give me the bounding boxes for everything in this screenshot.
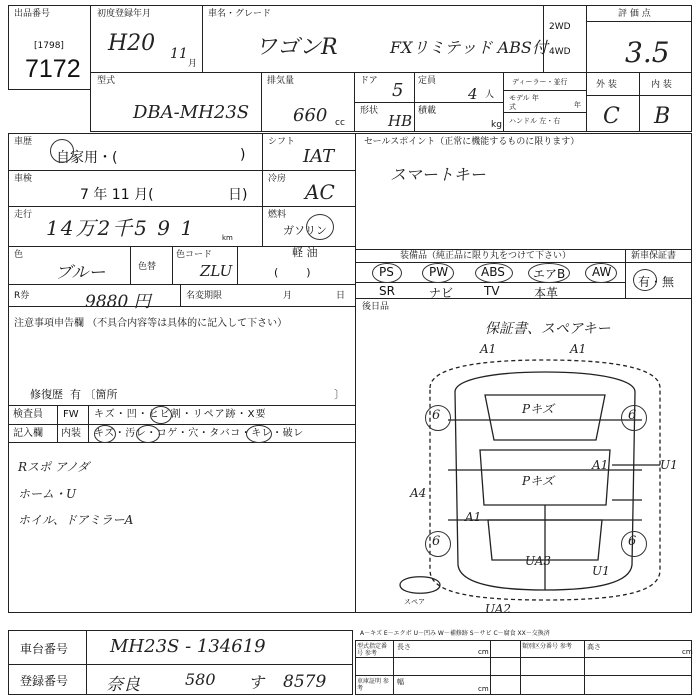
color-code-value: ZLU bbox=[200, 262, 233, 280]
reg-year-label: 初度登録年月 bbox=[97, 9, 152, 19]
interior-entry-label: 内装 bbox=[61, 428, 81, 439]
fuel-label: 燃料 bbox=[268, 210, 287, 220]
equip-navi: ナビ bbox=[429, 286, 454, 300]
color-change-label: 色替 bbox=[138, 262, 157, 272]
mark-roof: Pキズ bbox=[522, 402, 554, 416]
mark-a1-left-door: A1 bbox=[465, 510, 482, 524]
sales-label: セールスポイント（正常に機能するものに限ります） bbox=[364, 137, 580, 147]
capacity-value: 4 bbox=[468, 85, 478, 103]
legend: A－キズ E－エクボ U－凹み W－補修跡 S－サビ C－腐食 XX－交換済 bbox=[360, 630, 550, 637]
fuel-paren: ( ) bbox=[274, 266, 311, 279]
fw-items: キズ・凹・ヒビ割・リペア跡・X要 bbox=[94, 409, 267, 420]
mileage-label: 走行 bbox=[14, 210, 33, 220]
cm-3: cm bbox=[478, 685, 489, 693]
fw-label: FW bbox=[63, 409, 79, 420]
fuel-diesel: 軽 油 bbox=[292, 246, 318, 259]
color-label: 色 bbox=[14, 250, 24, 260]
shift-value: IAT bbox=[303, 146, 335, 167]
model-cert-label: 型式指定番号 参考 bbox=[357, 643, 388, 657]
mark-ua2: UA2 bbox=[485, 602, 512, 616]
color-value: ブルー bbox=[55, 263, 106, 283]
mark-wheel-fr: 6 bbox=[628, 408, 637, 423]
equip-abs: ABS bbox=[481, 265, 505, 279]
mark-ua3: UA3 bbox=[525, 554, 552, 568]
mark-a4: A4 bbox=[410, 486, 427, 500]
notes-label: 注意事項申告欄 （不具合内容等は具体的に記入して下さい） bbox=[14, 318, 288, 329]
year-unit: 年 bbox=[574, 101, 581, 109]
cm-2: cm bbox=[682, 648, 693, 656]
chassis-label: 車台番号 bbox=[20, 642, 69, 656]
capacity-unit: 人 bbox=[485, 90, 495, 100]
inspector-label: 検査員 bbox=[13, 409, 43, 420]
lot-label: 出品番号 bbox=[14, 9, 51, 19]
equip-airbag: エアB bbox=[533, 267, 566, 281]
repair-close: 〕 bbox=[334, 388, 345, 401]
title-change-label: 名変期限 bbox=[186, 291, 223, 301]
reg-month-value: 11 bbox=[170, 46, 188, 62]
exterior-label: 外 装 bbox=[596, 80, 617, 90]
mark-wheel-rr: 6 bbox=[628, 534, 637, 549]
note-line-1: Rスポ アノダ bbox=[18, 460, 90, 474]
equip-aw: AW bbox=[592, 265, 612, 279]
note-line-3: ホイル、ドアミラーA bbox=[18, 513, 134, 527]
displacement-value: 660 bbox=[293, 105, 328, 126]
rear-value: 保証書、スペアキー bbox=[485, 321, 611, 337]
sales-value: スマートキー bbox=[390, 165, 486, 184]
height-label: 高さ bbox=[587, 643, 601, 651]
cc-unit: cc bbox=[335, 118, 345, 128]
mark-a1-right-door: A1 bbox=[592, 458, 609, 472]
mark-a1-front-left: A1 bbox=[480, 342, 497, 356]
plate-kana: す bbox=[248, 673, 265, 692]
interior-items: キズ・汚レ・コゲ・穴・タバコ・キレ・破レ bbox=[94, 428, 304, 439]
load-label: 積載 bbox=[418, 106, 437, 116]
inspection-day: 日) bbox=[228, 187, 248, 203]
rear-label: 後日品 bbox=[362, 302, 390, 312]
door-label: ドア bbox=[360, 76, 378, 86]
score-value: 3.5 bbox=[625, 36, 670, 69]
door-value: 5 bbox=[392, 80, 404, 101]
equip-tv: TV bbox=[484, 284, 500, 298]
plate-number: 8579 bbox=[283, 672, 327, 692]
car-name: ワゴンR bbox=[255, 35, 338, 60]
spare-label: スペア bbox=[404, 598, 425, 606]
history-label: 車歴 bbox=[14, 137, 33, 147]
drive-4wd: 4WD bbox=[549, 47, 571, 57]
entry-label: 記入欄 bbox=[13, 428, 43, 439]
mark-wheel-fl: 6 bbox=[432, 408, 441, 423]
score-label: 評 価 点 bbox=[618, 9, 651, 19]
equip-leather: 本革 bbox=[534, 286, 559, 300]
month-unit: 月 bbox=[188, 59, 198, 69]
plate-region: 奈良 bbox=[106, 675, 140, 695]
color-code-label: 色コード bbox=[176, 250, 213, 260]
title-change-month: 月 bbox=[283, 291, 293, 301]
name-grade-label: 車名・グレード bbox=[208, 9, 272, 19]
model-value: DBA-MH23S bbox=[133, 102, 250, 123]
cooler-label: 冷房 bbox=[268, 174, 287, 184]
body-label: 形状 bbox=[360, 106, 379, 116]
drive-2wd: 2WD bbox=[549, 22, 571, 32]
lot-sub: [1798] bbox=[34, 41, 64, 51]
equip-sr: SR bbox=[379, 284, 395, 298]
plate-label: 登録番号 bbox=[20, 674, 69, 688]
grade: FXリミテッド ABS付 bbox=[390, 38, 548, 57]
mark-roof-2: Pキズ bbox=[522, 474, 554, 488]
inspection-label: 車検 bbox=[14, 174, 33, 184]
exterior-value: C bbox=[603, 104, 620, 129]
mark-a1-front-right: A1 bbox=[570, 342, 587, 356]
handle-label: ハンドル 左・右 bbox=[509, 117, 561, 125]
equip-ps: PS bbox=[379, 265, 394, 279]
body-value: HB bbox=[388, 112, 413, 130]
length-label: 長さ bbox=[397, 643, 411, 651]
lot-number: 7172 bbox=[25, 55, 81, 83]
fuel-gas: ガソリン bbox=[283, 224, 327, 237]
warranty-value: 有・無 bbox=[638, 275, 675, 289]
new-warranty-label: 新車保証書 bbox=[631, 251, 677, 261]
equip-pw: PW bbox=[429, 265, 449, 279]
recycle-value: 9880 円 bbox=[85, 292, 151, 312]
chassis-value: MH23S - 134619 bbox=[110, 636, 266, 657]
displacement-label: 排気量 bbox=[267, 76, 295, 86]
title-change-day: 日 bbox=[336, 291, 346, 301]
mark-wheel-rl: 6 bbox=[432, 534, 441, 549]
width-label: 幅 bbox=[397, 678, 404, 686]
plate-cert-label: 車庫証明 参考 bbox=[357, 678, 389, 692]
kg-unit: kg bbox=[491, 120, 502, 130]
repair-label: 修復歴 有 〔箇所 bbox=[30, 388, 118, 401]
mark-u1-right: U1 bbox=[660, 458, 678, 472]
shift-label: シフト bbox=[268, 137, 296, 147]
mark-u1-rear-right: U1 bbox=[592, 564, 610, 578]
interior-value: B bbox=[654, 104, 671, 129]
interior-label: 内 装 bbox=[651, 80, 672, 90]
class-label: 類別区分番号 参考 bbox=[522, 643, 572, 650]
model-label: 型式 bbox=[97, 76, 116, 86]
mileage-value: 14万2千5 9 1 bbox=[46, 216, 196, 240]
plate-class: 580 bbox=[185, 670, 216, 689]
capacity-label: 定員 bbox=[418, 76, 437, 86]
cooler-value: AC bbox=[305, 180, 335, 204]
dealer-label: ディーラー・並行 bbox=[512, 78, 568, 86]
reg-year-value: H20 bbox=[108, 31, 156, 56]
km-unit: km bbox=[222, 234, 233, 242]
equipment-label: 装備品（純正品に限り丸をつけて下さい） bbox=[400, 251, 572, 261]
history-close: ) bbox=[240, 147, 246, 163]
inspection-value: 7 年 11 月( bbox=[80, 187, 154, 203]
history-value: 自家用・( bbox=[56, 150, 118, 166]
model-year-label: モデル 年式 bbox=[509, 94, 539, 111]
cm-1: cm bbox=[478, 648, 489, 656]
note-line-2: ホーム・U bbox=[18, 487, 77, 501]
recycle-label: R券 bbox=[14, 291, 30, 301]
